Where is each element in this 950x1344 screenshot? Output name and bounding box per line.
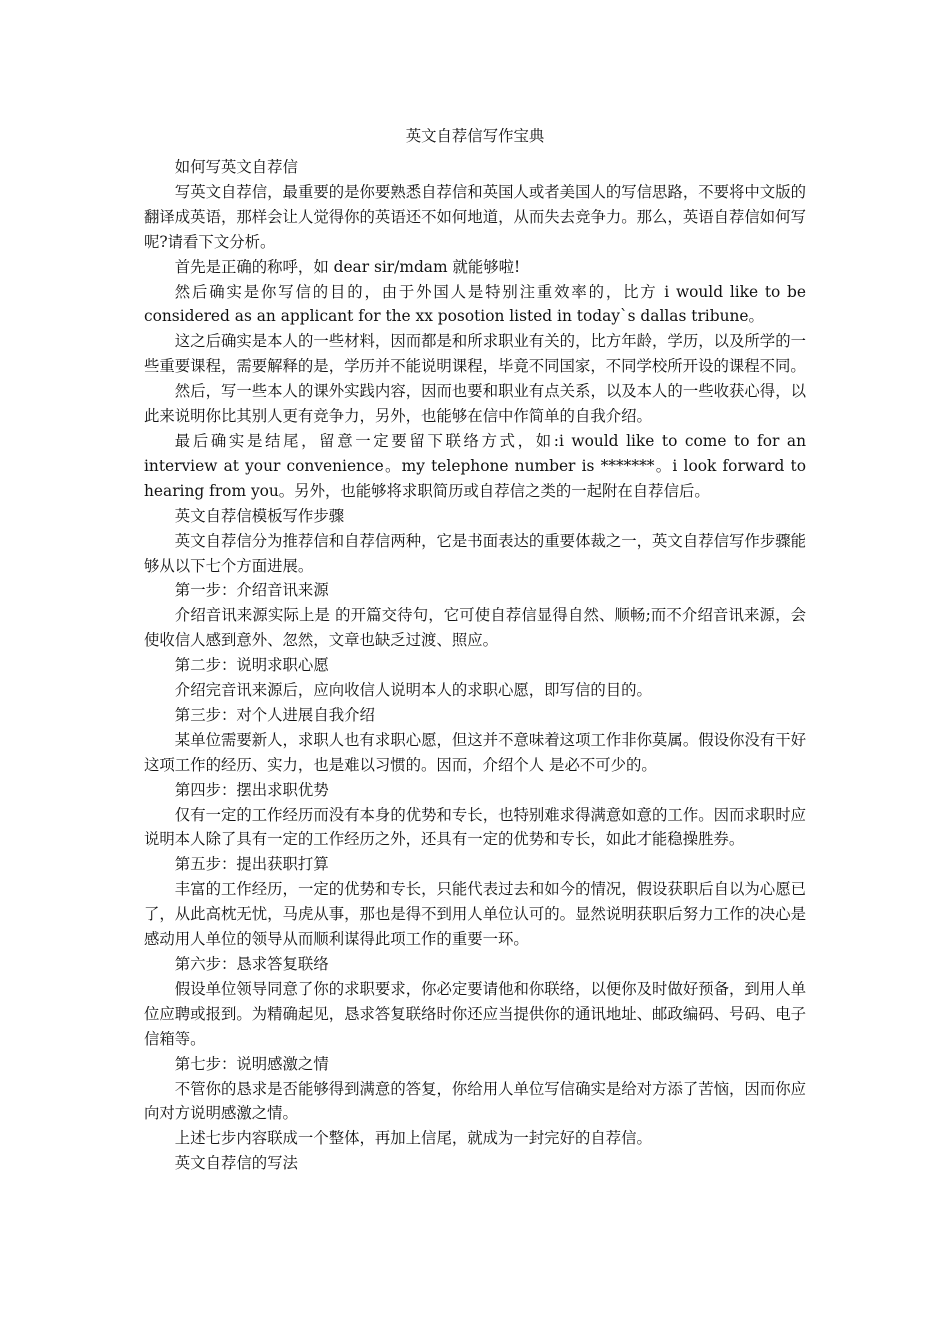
paragraph: 假设单位领导同意了你的求职要求，你必定要请他和你联络，以便你及时做好预备，到用人单位应聘或报到。为精确起见，恳求答复联络时你还应当提供你的通讯地址、邮政编码、号码、电子信箱等。 [144,979,806,1048]
paragraph: 英文自荐信分为推荐信和自荐信两种，它是书面表达的重要体裁之一，英文自荐信写作步骤能够从以下七个方面进展。 [144,531,806,575]
paragraph: 第四步：摆出求职优势 [174,780,329,799]
paragraph: 仅有一定的工作经历而没有本身的优势和专长，也特别难求得满意如意的工作。因而求职时应说明本人除了具有一定的工作经历之外，还具有一定的优势和专长，如此才能稳操胜券。 [144,805,806,849]
paragraph: 最后确实是结尾，留意一定要留下联络方式，如:i would like to come to for an interview at your convenience。my telephone number is *******。i look forward to hearing from you。另外，也能够将求职简历或自荐信之类的一起附在自荐信后。 [144,431,806,500]
paragraph: 首先是正确的称呼，如 dear sir/mdam 就能够啦! [174,257,521,276]
paragraph: 不管你的恳求是否能够得到满意的答复，你给用人单位写信确实是给对方添了苦恼，因而你应向对方说明感激之情。 [144,1079,806,1123]
paragraph: 第六步：恳求答复联络 [174,955,329,973]
page-title: 英文自荐信写作宝典 [405,127,545,145]
paragraph: 第五步：提出获职打算 [174,855,329,874]
paragraph: 写英文自荐信，最重要的是你要熟悉自荐信和英国人或者美国人的写信思路，不要将中文版的翻译成英语，那样会让人觉得你的英语还不如何地道，从而失去竞争力。那么，英语自荐信如何写呢?请看下文分析。 [144,182,806,251]
document-body [144,155,806,1176]
paragraph: 上述七步内容联成一个整体，再加上信尾，就成为一封完好的自荐信。 [174,1129,652,1148]
paragraph: 第二步：说明求职心愿 [174,656,329,675]
paragraph: 第七步：说明感激之情 [174,1054,329,1073]
paragraph: 然后，写一些本人的课外实践内容，因而也要和职业有点关系，以及本人的一些收获心得，以此来说明你比其别人更有竞争力，另外，也能够在信中作简单的自我介绍。 [144,382,806,426]
paragraph: 英文自荐信的写法 [174,1154,298,1173]
paragraph: 这之后确实是本人的一些材料，因而都是和所求职业有关的，比方年龄，学历，以及所学的一些重要课程，需要解释的是，学历并不能说明课程，毕竟不同国家，不同学校所开设的课程不同。 [144,332,806,376]
paragraph: 介绍音讯来源实际上是 的开篇交待句，它可使自荐信显得自然、顺畅;而不介绍音讯来源，会使收信人感到意外、忽然，文章也缺乏过渡、照应。 [144,606,806,650]
paragraph: 第三步：对个人进展自我介绍 [174,705,375,724]
paragraph: 某单位需要新人，求职人也有求职心愿，但这并不意味着这项工作非你莫属。假设你没有干好这项工作的经历、实力，也是难以习惯的。因而，介绍个人 是必不可少的。 [144,730,806,774]
paragraph: 介绍完音讯来源后，应向收信人说明本人的求职心愿，即写信的目的。 [174,681,652,700]
paragraph: 如何写英文自荐信 [174,158,298,176]
paragraph: 丰富的工作经历，一定的优势和专长，只能代表过去和如今的情况，假设获职后自以为心愿已了，从此高枕无忧，马虎从事，那也是得不到用人单位认可的。显然说明获职后努力工作的决心是感动用人单位的领导从而顺利谋得此项工作的重要一环。 [144,880,806,949]
paragraph: 英文自荐信模板写作步骤 [174,506,345,525]
paragraph: 然后确实是你写信的目的，由于外国人是特别注重效率的，比方 i would like to be considered as an applicant for the xx posotion listed in today`s dallas tribune。 [144,282,806,326]
paragraph: 第一步：介绍音讯来源 [174,581,329,600]
